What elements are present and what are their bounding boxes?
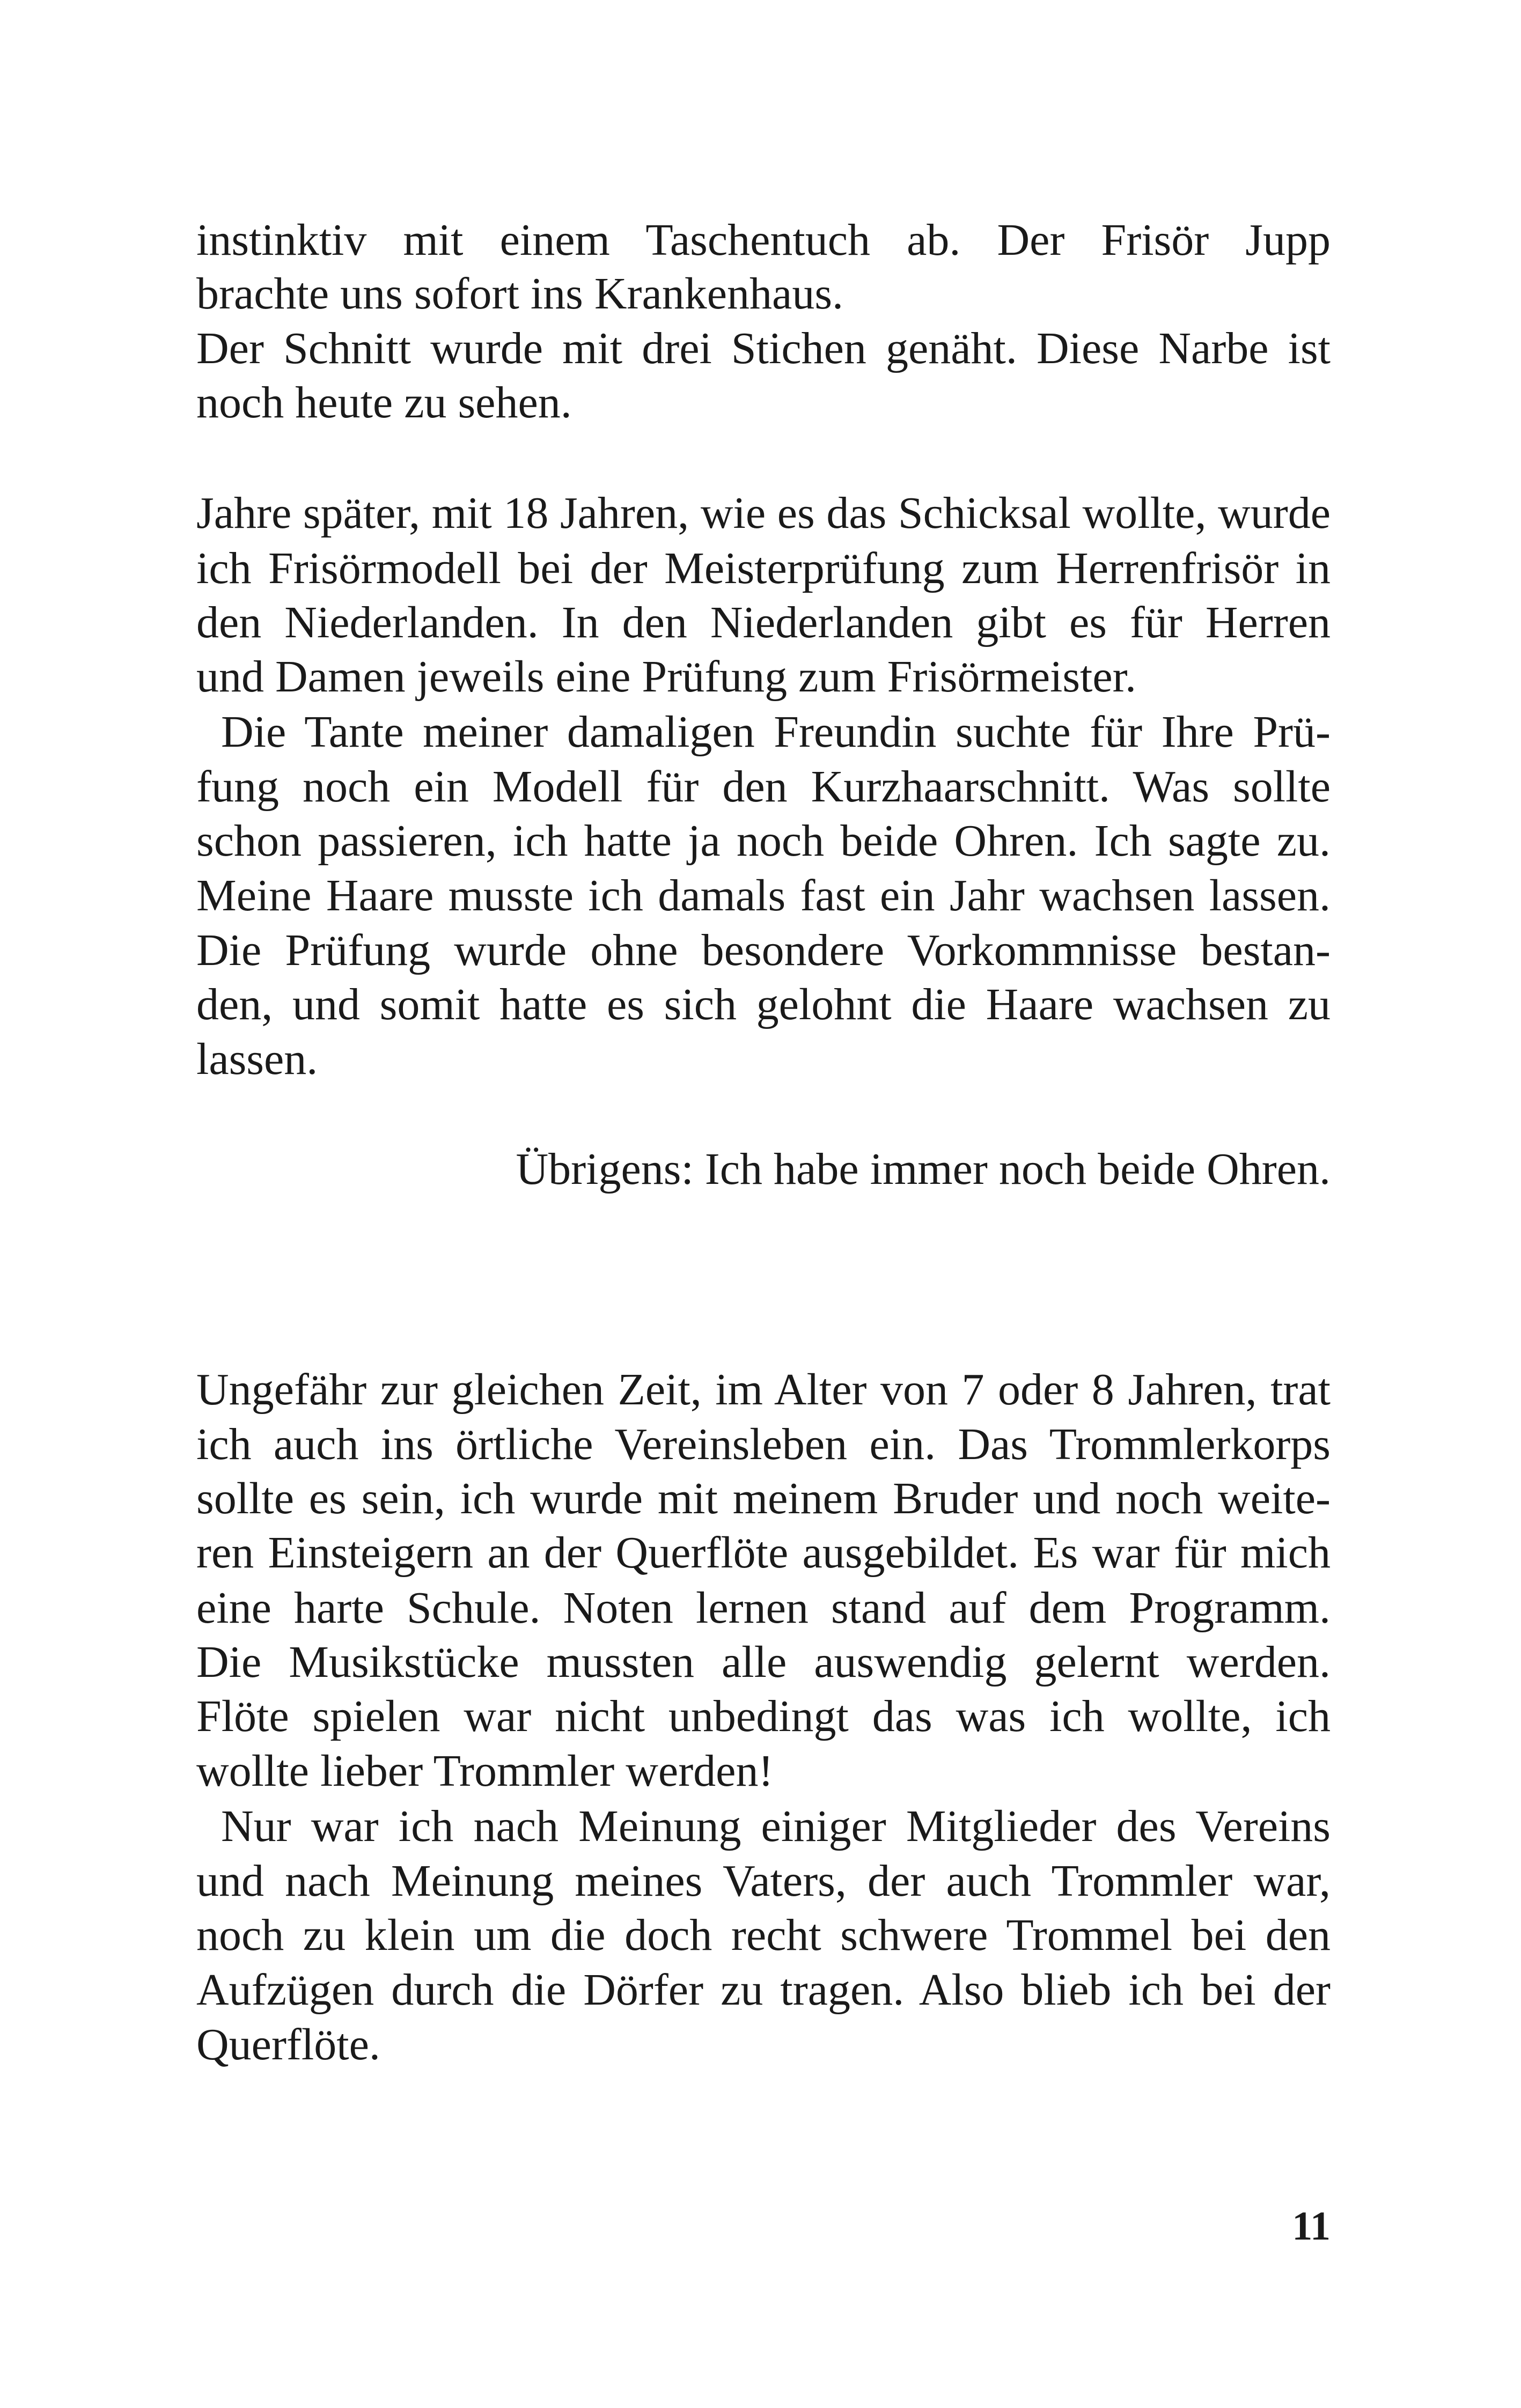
text-line: eine harte Schule. Noten lernen stand auf dem Programm. xyxy=(196,1583,1331,1633)
book-page xyxy=(196,0,1331,2408)
text-line: wollte lieber Trommler werden! xyxy=(196,1746,774,1796)
text-line: Die Prüfung wurde ohne besondere Vorkommnisse bestan- xyxy=(196,925,1331,975)
text-line: Flöte spielen war nicht unbedingt das was ich wollte, ich xyxy=(196,1691,1331,1741)
text-line: Die Tante meiner damaligen Freundin suchte für Ihre Prü- xyxy=(221,707,1331,757)
text-line: Meine Haare musste ich damals fast ein Jahr wachsen lassen. xyxy=(196,871,1331,921)
text-line: Jahre später, mit 18 Jahren, wie es das Schicksal wollte, wurde xyxy=(196,488,1331,538)
text-line: fung noch ein Modell für den Kurzhaarschnitt. Was sollte xyxy=(196,762,1331,812)
text-line: ich auch ins örtliche Vereinsleben ein. Das Trommlerkorps xyxy=(196,1419,1331,1469)
text-line: Ungefähr zur gleichen Zeit, im Alter von 7 oder 8 Jahren, trat xyxy=(196,1365,1331,1415)
text-line: Querflöte. xyxy=(196,2020,380,2070)
text-line: noch zu klein um die doch recht schwere Trommel bei den xyxy=(196,1910,1331,1960)
text-line: Die Musikstücke mussten alle auswendig gelernt werden. xyxy=(196,1637,1331,1687)
text-line: ren Einsteigern an der Querflöte ausgebildet. Es war für mich xyxy=(196,1528,1331,1578)
text-line: instinktiv mit einem Taschentuch ab. Der Frisör Jupp xyxy=(196,215,1331,265)
page-number: 11 xyxy=(1292,2204,1331,2249)
text-line: brachte uns sofort ins Krankenhaus. xyxy=(196,269,844,319)
text-line: sollte es sein, ich wurde mit meinem Bruder und noch weite- xyxy=(196,1474,1331,1523)
text-line: und Damen jeweils eine Prüfung zum Frisörmeister. xyxy=(196,652,1136,702)
text-line: Der Schnitt wurde mit drei Stichen genäht. Diese Narbe ist xyxy=(196,323,1331,373)
text-line: ich Frisörmodell bei der Meisterprüfung zum Herrenfrisör in xyxy=(196,543,1331,593)
text-line: noch heute zu sehen. xyxy=(196,378,572,428)
closing-remark: Übrigens: Ich habe immer noch beide Ohren. xyxy=(516,1144,1331,1194)
text-line: und nach Meinung meines Vaters, der auch Trommler war, xyxy=(196,1856,1331,1906)
text-line: schon passieren, ich hatte ja noch beide Ohren. Ich sagte zu. xyxy=(196,816,1331,866)
text-line: lassen. xyxy=(196,1034,318,1084)
text-line: Aufzügen durch die Dörfer zu tragen. Also blieb ich bei der xyxy=(196,1965,1331,2015)
text-line: den, und somit hatte es sich gelohnt die Haare wachsen zu xyxy=(196,980,1331,1029)
text-line: den Niederlanden. In den Niederlanden gibt es für Herren xyxy=(196,598,1331,647)
text-line: Nur war ich nach Meinung einiger Mitglieder des Vereins xyxy=(221,1801,1331,1851)
